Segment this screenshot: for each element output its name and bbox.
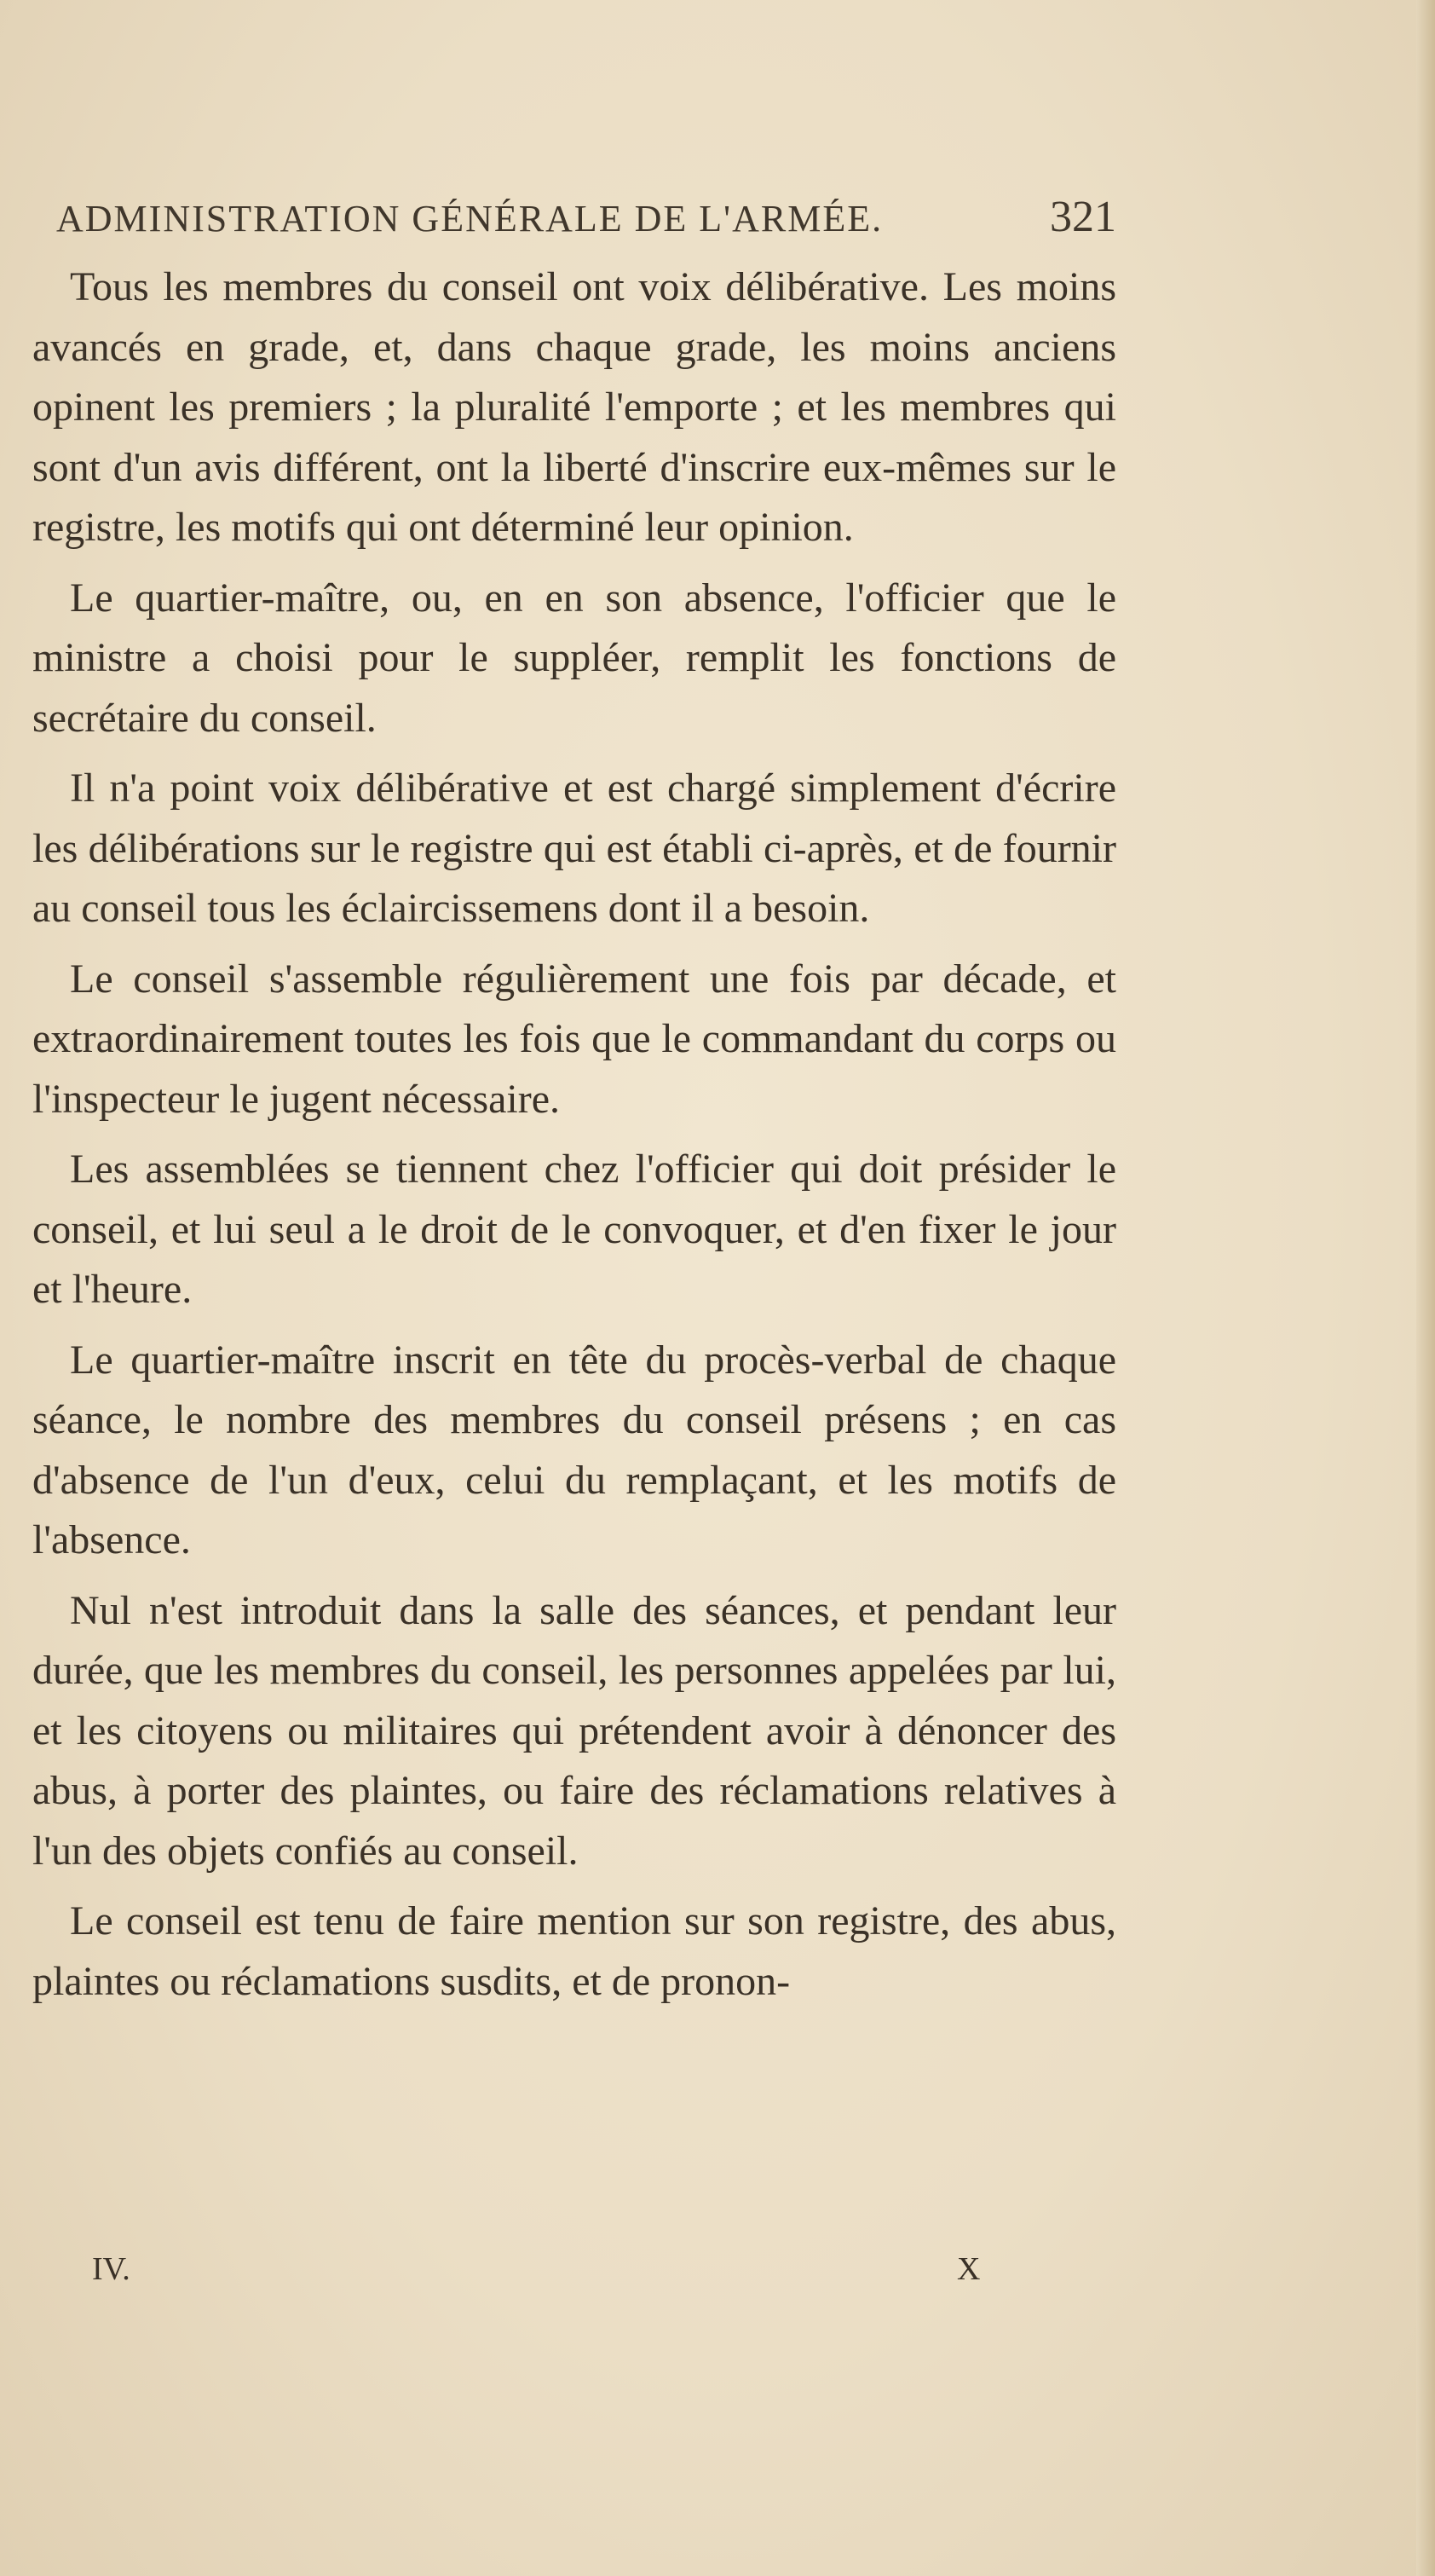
- paragraph: Il n'a point voix délibérative et est chargé simplement d'écrire les délibérations sur le registre qui est établi ci-après, et de fournir au conseil tous les éclaircissemens dont il a besoin.: [32, 765, 1116, 931]
- text-block: [32, 192, 1116, 2022]
- paragraph: Le quartier-maître inscrit en tête du procès-verbal de chaque séance, le nombre des membres du conseil présens ; en cas d'absence de l'un d'eux, celui du remplaçant, et les motifs de l'absence.: [32, 1337, 1116, 1562]
- page-number: 321: [1050, 193, 1116, 241]
- paragraph: Nul n'est introduit dans la salle des séances, et pendant leur durée, que les membres du conseil, les personnes appelées par lui, et les citoyens ou militaires qui prétendent avoir à dénoncer des abus, à porter des plaintes, ou faire des réclamations relatives à l'un des objets confiés au conseil.: [32, 1587, 1116, 1874]
- paragraph: Tous les membres du conseil ont voix délibérative. Les moins avancés en grade, et, dans chaque grade, les moins anciens opinent les premiers ; la pluralité l'emporte ; et les membres qui sont d'un avis différent, ont la liberté d'inscrire eux-mêmes sur le registre, les motifs qui ont déterminé leur opinion.: [32, 264, 1116, 550]
- page-edge: [1416, 0, 1435, 2576]
- paragraph: Le quartier-maître, ou, en en son absence, l'officier que le ministre a choisi pour le suppléer, remplit les fonctions de secrétaire du conseil.: [32, 575, 1116, 741]
- paragraph: Le conseil est tenu de faire mention sur son registre, des abus, plaintes ou réclamations susdits, et de pronon-: [32, 1898, 1116, 2004]
- signature-mark: IV.: [92, 2251, 130, 2287]
- running-title: ADMINISTRATION GÉNÉRALE DE L'ARMÉE.: [56, 198, 884, 240]
- paragraph: Le conseil s'assemble régulièrement une fois par décade, et extraordinairement toutes les fois que le commandant du corps ou l'inspecteur le jugent nécessaire.: [32, 956, 1116, 1122]
- running-head: [32, 192, 1116, 242]
- gathering-mark: X: [957, 2251, 981, 2287]
- paragraph: Les assemblées se tiennent chez l'officier qui doit présider le conseil, et lui seul a le droit de le convoquer, et d'en fixer le jour et l'heure.: [32, 1146, 1116, 1312]
